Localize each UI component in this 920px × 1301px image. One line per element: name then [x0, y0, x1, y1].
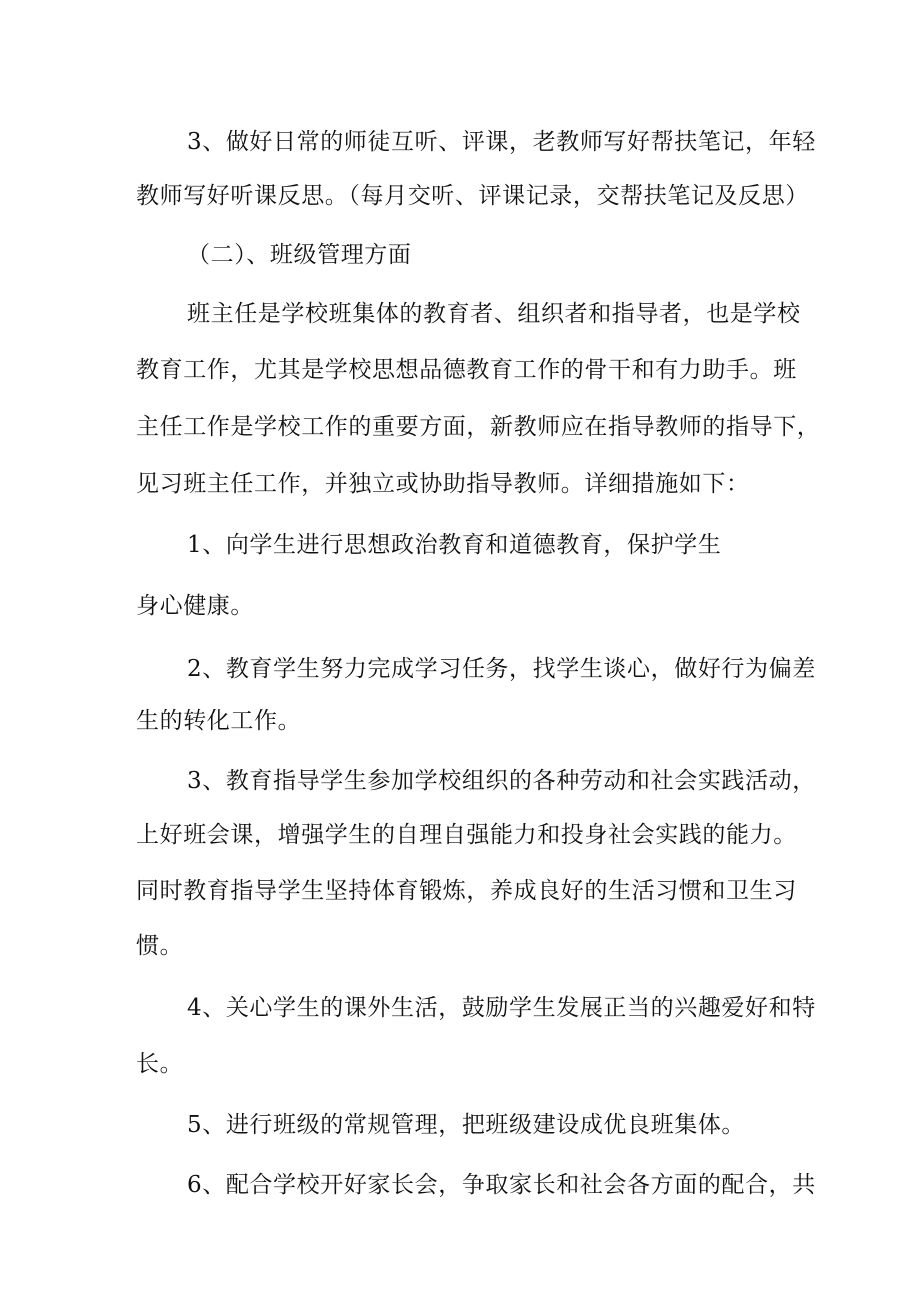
text-line-13: 同时教育指导学生坚持体育锻炼，养成良好的生活习惯和卫生习	[136, 878, 797, 904]
text-line-10: 生的转化工作。	[136, 708, 302, 734]
section-heading: （二）、班级管理方面	[187, 242, 412, 268]
text-line-4: 教育工作，尤其是学校思想品德教育工作的骨干和有力助手。班	[136, 357, 797, 383]
text-line-2: 教师写好听课反思。（每月交听、评课记录，交帮扶笔记及反思）	[136, 183, 809, 209]
text-line-3: 班主任是学校班集体的教育者、组织者和指导者，也是学校	[187, 301, 801, 327]
text-line-7: 1、向学生进行思想政治教育和道德教育，保护学生	[187, 532, 722, 558]
text-line-12: 上好班会课，增强学生的自理自强能力和投身社会实践的能力。	[136, 822, 797, 848]
text-line-9: 2、教育学生努力完成学习任务，找学生谈心，做好行为偏差	[187, 656, 816, 682]
text-line-14: 惯。	[136, 933, 184, 959]
text-line-18: 6、配合学校开好家长会，争取家长和社会各方面的配合，共	[187, 1172, 816, 1198]
text-line-15: 4、关心学生的课外生活，鼓励学生发展正当的兴趣爱好和特	[187, 995, 816, 1021]
text-line-1: 3、做好日常的师徒互听、评课，老教师写好帮扶笔记，年轻	[187, 129, 816, 155]
text-line-11: 3、教育指导学生参加学校组织的各种劳动和社会实践活动，	[187, 768, 816, 794]
text-line-17: 5、进行班级的常规管理，把班级建设成优良班集体。	[187, 1112, 746, 1138]
text-line-6: 见习班主任工作，并独立或协助指导教师。详细措施如下：	[136, 471, 750, 497]
text-line-16: 长。	[136, 1051, 184, 1077]
text-line-5: 主任工作是学校工作的重要方面，新教师应在指导教师的指导下，	[136, 414, 821, 440]
text-line-8: 身心健康。	[136, 593, 254, 619]
